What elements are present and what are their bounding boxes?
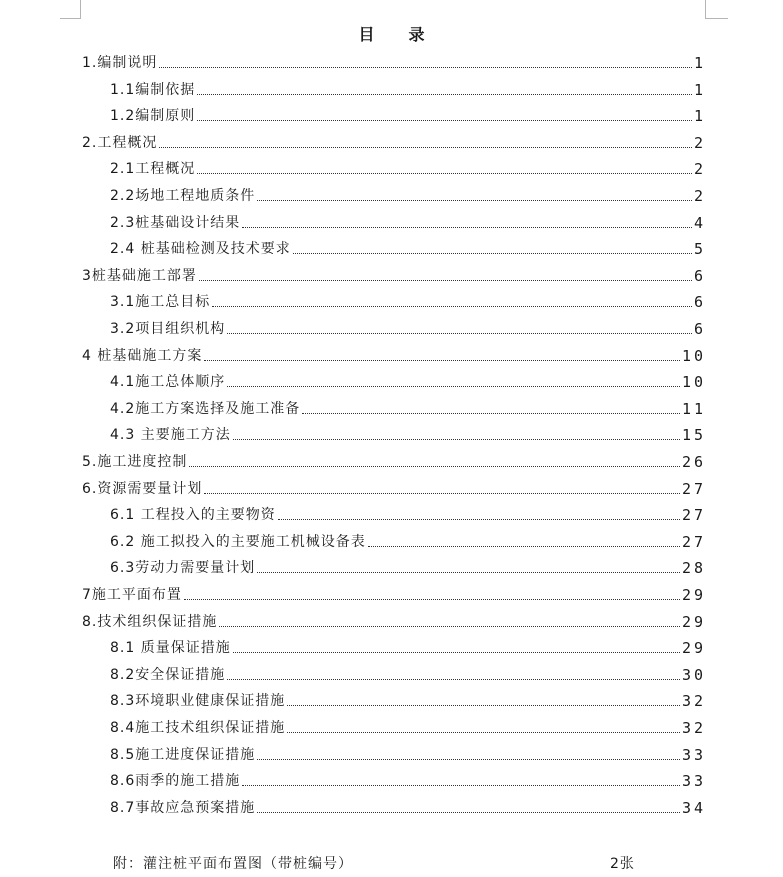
toc-entry[interactable]: [110, 768, 706, 791]
toc-dot-leader: [287, 731, 680, 733]
toc-entry[interactable]: [82, 50, 706, 72]
toc-dot-leader: [197, 93, 692, 95]
toc-dot-leader: [227, 332, 692, 334]
toc-entry[interactable]: [82, 343, 706, 365]
toc-entry-label: 4 桩基础施工方案: [82, 347, 203, 364]
toc-entry[interactable]: [110, 715, 706, 737]
toc-entry[interactable]: [110, 688, 706, 711]
toc-page-number: 2: [693, 133, 706, 152]
toc-entry-label: 8.4施工技术组织保证措施: [110, 720, 286, 736]
toc-dot-leader: [227, 385, 680, 387]
toc-entry[interactable]: [110, 742, 706, 764]
toc-dot-leader: [197, 172, 692, 174]
toc-entry[interactable]: [110, 635, 706, 658]
toc-dot-leader: [257, 811, 680, 813]
toc-page-number: 29: [681, 586, 706, 604]
toc-dot-leader: [287, 704, 680, 706]
toc-entry[interactable]: [110, 396, 706, 418]
toc-page-number: 32: [681, 719, 706, 737]
toc-page-number: 29: [681, 612, 706, 631]
toc-entry[interactable]: [110, 316, 706, 338]
toc-page-number: 1: [693, 107, 706, 126]
toc-page-number: 15: [681, 426, 706, 445]
toc-dot-leader: [159, 146, 692, 148]
toc-entry-label: 2.1工程概况: [110, 161, 196, 178]
toc-entry-label: 3桩基础施工部署: [82, 267, 197, 284]
toc-entry-label: 1.2编制原则: [110, 108, 196, 125]
toc-title-char-1: 目: [358, 25, 375, 44]
toc-dot-leader: [257, 199, 692, 201]
toc-page-number: 26: [681, 453, 706, 471]
toc-page-number: 27: [681, 532, 706, 551]
toc-entry-label: 2.4 桩基础检测及技术要求: [110, 241, 291, 258]
toc-entry-label: 8.2安全保证措施: [110, 666, 226, 683]
toc-entry-label: 5.施工进度控制: [82, 454, 188, 470]
toc-page-number: 33: [681, 745, 706, 764]
toc-page-number: 30: [681, 665, 706, 684]
toc-title: [0, 22, 783, 45]
toc-entry[interactable]: [110, 210, 706, 232]
toc-page-number: 1: [693, 80, 706, 99]
toc-dot-leader: [189, 465, 680, 467]
toc-dot-leader: [242, 226, 692, 228]
toc-dot-leader: [233, 438, 680, 440]
toc-page-number: 10: [681, 346, 706, 365]
toc-entry[interactable]: [82, 582, 706, 604]
toc-dot-leader: [204, 359, 680, 361]
toc-entry[interactable]: [82, 609, 706, 631]
toc-dot-leader: [233, 651, 680, 653]
toc-entry-label: 6.资源需要量计划: [82, 480, 203, 497]
toc-dot-leader: [293, 252, 692, 254]
toc-dot-leader: [159, 66, 692, 68]
appendix-count: 2张: [610, 856, 635, 872]
toc-entry-label: 4.3 主要施工方法: [110, 427, 231, 444]
toc-dot-leader: [219, 625, 680, 627]
toc-page-number: 5: [693, 240, 706, 259]
crop-mark-top-left: [60, 0, 81, 19]
toc-entry[interactable]: [110, 529, 706, 551]
toc-entry-label: 2.3桩基础设计结果: [110, 214, 241, 231]
toc-dot-leader: [227, 678, 680, 680]
toc-dot-leader: [197, 119, 692, 121]
toc-entry-label: 8.6雨季的施工措施: [110, 773, 241, 790]
toc-dot-leader: [257, 758, 680, 760]
toc-entry[interactable]: [110, 156, 706, 179]
toc-page-number: 28: [681, 559, 706, 578]
toc-entry[interactable]: [110, 236, 706, 259]
appendix-text: 附：灌注桩平面布置图（带桩编号）: [113, 856, 353, 872]
toc-entry[interactable]: [110, 183, 706, 205]
toc-title-char-2: 录: [408, 25, 425, 44]
toc-entry-label: 3.1施工总目标: [110, 294, 211, 311]
toc-entry-label: 4.2施工方案选择及施工准备: [110, 400, 301, 417]
toc-entry[interactable]: [110, 77, 706, 99]
toc-page-number: 33: [681, 772, 706, 791]
toc-page-number: 10: [681, 373, 706, 392]
toc-entry-label: 6.2 施工拟投入的主要施工机械设备表: [110, 533, 366, 550]
toc-dot-leader: [278, 518, 680, 520]
toc-dot-leader: [368, 545, 680, 547]
toc-entry-label: 3.2项目组织机构: [110, 321, 226, 337]
toc-page-number: 27: [681, 506, 706, 525]
toc-entry[interactable]: [110, 662, 706, 684]
toc-page-number: 4: [693, 213, 706, 232]
toc-page-number: 6: [693, 320, 706, 338]
toc-entry-label: 8.1 质量保证措施: [110, 640, 231, 657]
toc-entry[interactable]: [110, 289, 706, 312]
toc-entry[interactable]: [110, 502, 706, 525]
toc-page-number: 2: [693, 187, 706, 205]
toc-entry-label: 6.3劳动力需要量计划: [110, 560, 256, 577]
toc-page-number: 1: [693, 54, 706, 72]
toc-entry[interactable]: [82, 449, 706, 471]
toc-entry-label: 7施工平面布置: [82, 587, 182, 603]
toc-page-number: 32: [681, 692, 706, 711]
toc-entry-label: 8.3环境职业健康保证措施: [110, 693, 286, 710]
toc-entry[interactable]: [110, 103, 706, 126]
toc-page-number: 6: [693, 266, 706, 285]
toc-entry[interactable]: [110, 795, 706, 817]
toc-entry[interactable]: [82, 130, 706, 152]
toc-entry[interactable]: [110, 555, 706, 578]
toc-entry-label: 4.1施工总体顺序: [110, 374, 226, 391]
toc-entry-label: 2.工程概况: [82, 134, 158, 151]
toc-page-number: 2: [693, 160, 706, 179]
toc-entry-label: 2.2场地工程地质条件: [110, 188, 256, 204]
toc-dot-leader: [212, 305, 692, 307]
toc-entry-label: 1.1编制依据: [110, 81, 196, 98]
toc-entry[interactable]: [110, 422, 706, 445]
toc-entry-label: 8.7事故应急预案措施: [110, 799, 256, 816]
toc-entry[interactable]: [82, 263, 706, 285]
toc-entry[interactable]: [82, 476, 706, 498]
toc-page-number: 6: [693, 293, 706, 312]
toc-entry-label: 8.5施工进度保证措施: [110, 746, 256, 763]
toc-page-number: 34: [681, 798, 706, 817]
toc-dot-leader: [302, 412, 680, 414]
toc-entry[interactable]: [110, 369, 706, 392]
toc-dot-leader: [204, 492, 680, 494]
toc-entry-label: 8.技术组织保证措施: [82, 613, 218, 630]
toc-page-number: 27: [681, 479, 706, 498]
toc-dot-leader: [242, 784, 680, 786]
toc-entry-label: 1.编制说明: [82, 55, 158, 71]
toc-page-number: 11: [681, 399, 706, 418]
toc-page-number: 29: [681, 639, 706, 658]
crop-mark-top-right: [705, 0, 728, 19]
toc-dot-leader: [184, 598, 680, 600]
toc-dot-leader: [199, 279, 692, 281]
toc-dot-leader: [257, 571, 680, 573]
toc-entry-label: 6.1 工程投入的主要物资: [110, 507, 276, 524]
